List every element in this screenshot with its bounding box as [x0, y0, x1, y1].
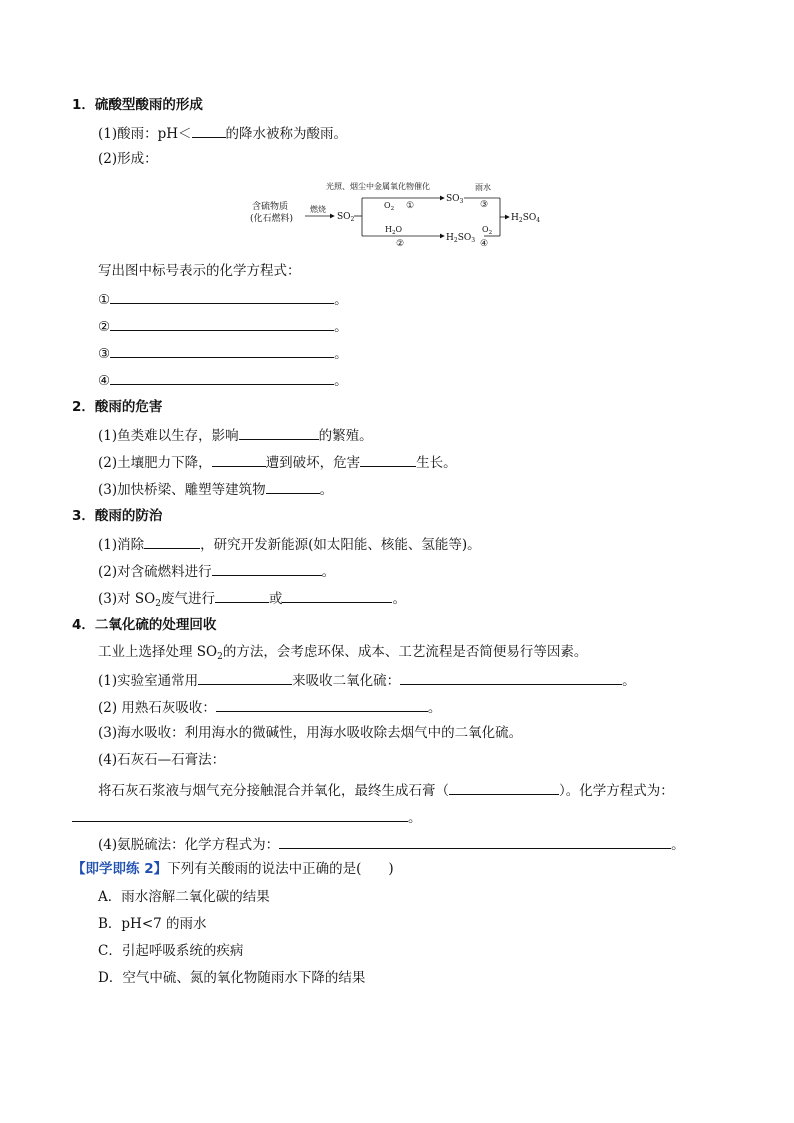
s4-l1-mid: 来吸收二氧化硫：	[292, 673, 401, 689]
diagram-mark-3: ③	[480, 200, 489, 210]
exercise-question-text: 下列有关酸雨的说法中正确的是( )	[167, 861, 394, 877]
s4-l1-post: 。	[622, 673, 636, 689]
diagram-rain: 雨水	[475, 183, 491, 192]
s4-line-7	[98, 834, 685, 854]
s4-intro-post: 的方法，会考虑环保、成本、工艺流程是否简便易行等因素。	[222, 644, 588, 660]
answer-blank[interactable]	[212, 561, 322, 576]
exercise-question	[72, 860, 394, 878]
diagram-h2o: $H_2O$	[385, 225, 403, 236]
s4-line-3: (3)海水吸收：利用海水的微碱性，用海水吸收除去烟气中的二氧化硫。	[98, 725, 523, 741]
section-1-title: 1．硫酸型酸雨的形成	[72, 97, 203, 113]
answer-blank[interactable]	[212, 452, 266, 467]
option-a[interactable]: A．雨水溶解二氧化碳的结果	[98, 889, 270, 905]
answer-blank[interactable]	[192, 123, 226, 138]
s4-l1-pre: (1)实验室通常用	[98, 673, 199, 689]
period: 。	[334, 346, 348, 362]
s4-l7-pre: (4)氨脱硫法：化学方程式为：	[98, 837, 280, 853]
eq-line-4	[98, 370, 348, 390]
s2-line-3	[98, 479, 333, 499]
s3-l2-pre: (2)对含硫燃料进行	[98, 564, 212, 580]
option-c[interactable]: C．引起呼吸系统的疾病	[98, 943, 244, 959]
sub-2: 2	[217, 652, 223, 662]
diagram-h2so3: $H_2SO_3$	[446, 233, 476, 244]
answer-blank[interactable]	[110, 316, 334, 331]
s2-l3-post: 。	[319, 482, 334, 498]
s4-l2-pre: (2) 用熟石灰吸收：	[98, 700, 216, 716]
s3-line-2	[98, 561, 335, 581]
s4-line-2	[98, 697, 441, 717]
s1-write-prompt: 写出图中标号表示的化学方程式：	[98, 263, 301, 279]
diagram-h2so4: $H_2SO_4$	[511, 213, 541, 224]
eq-line-3	[98, 343, 348, 363]
s3-line-1	[98, 534, 481, 554]
s1-line-2: (2)形成：	[98, 151, 158, 167]
answer-blank[interactable]	[239, 425, 319, 440]
s2-line-2	[98, 452, 457, 472]
answer-blank[interactable]	[110, 370, 334, 385]
s3-l3-mid2: 或	[268, 591, 283, 607]
answer-blank[interactable]	[279, 834, 671, 849]
diagram-mark-2: ②	[396, 239, 405, 249]
s2-l2-mid: 遭到破坏，危害	[265, 455, 361, 471]
sub-2: 2	[155, 599, 161, 609]
eq-line-2	[98, 316, 348, 336]
s4-intro-pre: 工业上选择处理 SO	[98, 644, 218, 660]
answer-blank[interactable]	[216, 697, 428, 712]
diagram-o2-1: $O_2$	[384, 201, 395, 212]
s4-line-6	[72, 807, 422, 827]
diagram-mark-1: ①	[406, 201, 415, 211]
mark-4: ④	[98, 373, 111, 389]
s4-line-4: (4)石灰石—石膏法：	[98, 752, 226, 768]
diagram-burn-label: 燃烧	[310, 205, 326, 214]
answer-blank[interactable]	[198, 670, 292, 685]
s1-l1-post: 的降水被称为酸雨。	[225, 126, 348, 142]
option-d[interactable]: D．空气中硫、氮的氧化物随雨水下降的结果	[98, 970, 366, 986]
mark-2: ②	[98, 319, 111, 335]
s4-l5-post: ）。化学方程式为：	[559, 783, 674, 799]
section-3-title: 3．酸雨的防治	[72, 508, 163, 524]
period: 。	[334, 373, 348, 389]
s3-l3-post: 。	[392, 591, 406, 607]
answer-blank[interactable]	[282, 588, 392, 603]
answer-blank[interactable]	[110, 289, 334, 304]
mark-1: ①	[98, 292, 111, 308]
diagram-so2: $SO_2$	[337, 212, 355, 223]
answer-blank[interactable]	[215, 588, 269, 603]
s2-l1-pre: (1)鱼类难以生存，影响	[98, 428, 239, 444]
s2-l2-post: 生长。	[416, 455, 457, 471]
period: 。	[334, 292, 348, 308]
s4-l6-post: 。	[408, 810, 422, 826]
mark-3: ③	[98, 346, 111, 362]
s3-line-3	[98, 588, 406, 613]
s4-intro	[98, 643, 587, 666]
diagram-start-top: 含硫物质	[252, 202, 289, 212]
exercise-tag: 【即学即练 2】	[72, 861, 168, 877]
diagram-start-bottom: (化石燃料)	[250, 214, 294, 224]
answer-blank[interactable]	[72, 807, 408, 822]
s4-line-5	[98, 780, 674, 800]
s2-l2-pre: (2)土壤肥力下降，	[98, 455, 212, 471]
answer-blank[interactable]	[144, 534, 200, 549]
s1-line-1	[98, 123, 347, 143]
option-b[interactable]: B．pH<7 的雨水	[98, 916, 207, 932]
s3-l2-post: 。	[321, 564, 336, 580]
s3-l1-pre: (1)消除	[98, 537, 145, 553]
s1-l1-pre: (1)酸雨：pH＜	[98, 126, 192, 142]
s3-l3-pre: (3)对 SO	[98, 591, 156, 607]
s3-l3-mid1: 废气进行	[160, 591, 215, 607]
s2-l3-pre: (3)加快桥梁、雕塑等建筑物	[98, 482, 266, 498]
s4-l7-post: 。	[671, 837, 685, 853]
diagram-mark-4: ④	[480, 239, 489, 249]
diagram-top-condition: 光照、烟尘中金属氧化物催化	[326, 182, 430, 191]
s4-l2-post: 。	[427, 700, 442, 716]
eq-line-1	[98, 289, 348, 309]
s4-l5-pre: 将石灰石浆液与烟气充分接触混合并氧化，最终生成石膏（	[98, 783, 449, 799]
acid-rain-formation-diagram	[250, 180, 550, 250]
diagram-o2-4: $O_2$	[482, 225, 493, 236]
s4-line-1	[98, 670, 636, 690]
answer-blank[interactable]	[449, 780, 559, 795]
s2-l1-post: 的繁殖。	[318, 428, 373, 444]
section-4-title: 4．二氧化硫的处理回收	[72, 617, 217, 633]
diagram-so3: $SO_3$	[446, 194, 464, 205]
answer-blank[interactable]	[360, 452, 416, 467]
period: 。	[334, 319, 348, 335]
section-2-title: 2．酸雨的危害	[72, 399, 163, 415]
s2-line-1	[98, 425, 373, 445]
answer-blank[interactable]	[266, 479, 320, 494]
s3-l1-post: ，研究开发新能源(如太阳能、核能、氢能等)。	[200, 537, 481, 553]
answer-blank[interactable]	[400, 670, 622, 685]
answer-blank[interactable]	[110, 343, 334, 358]
